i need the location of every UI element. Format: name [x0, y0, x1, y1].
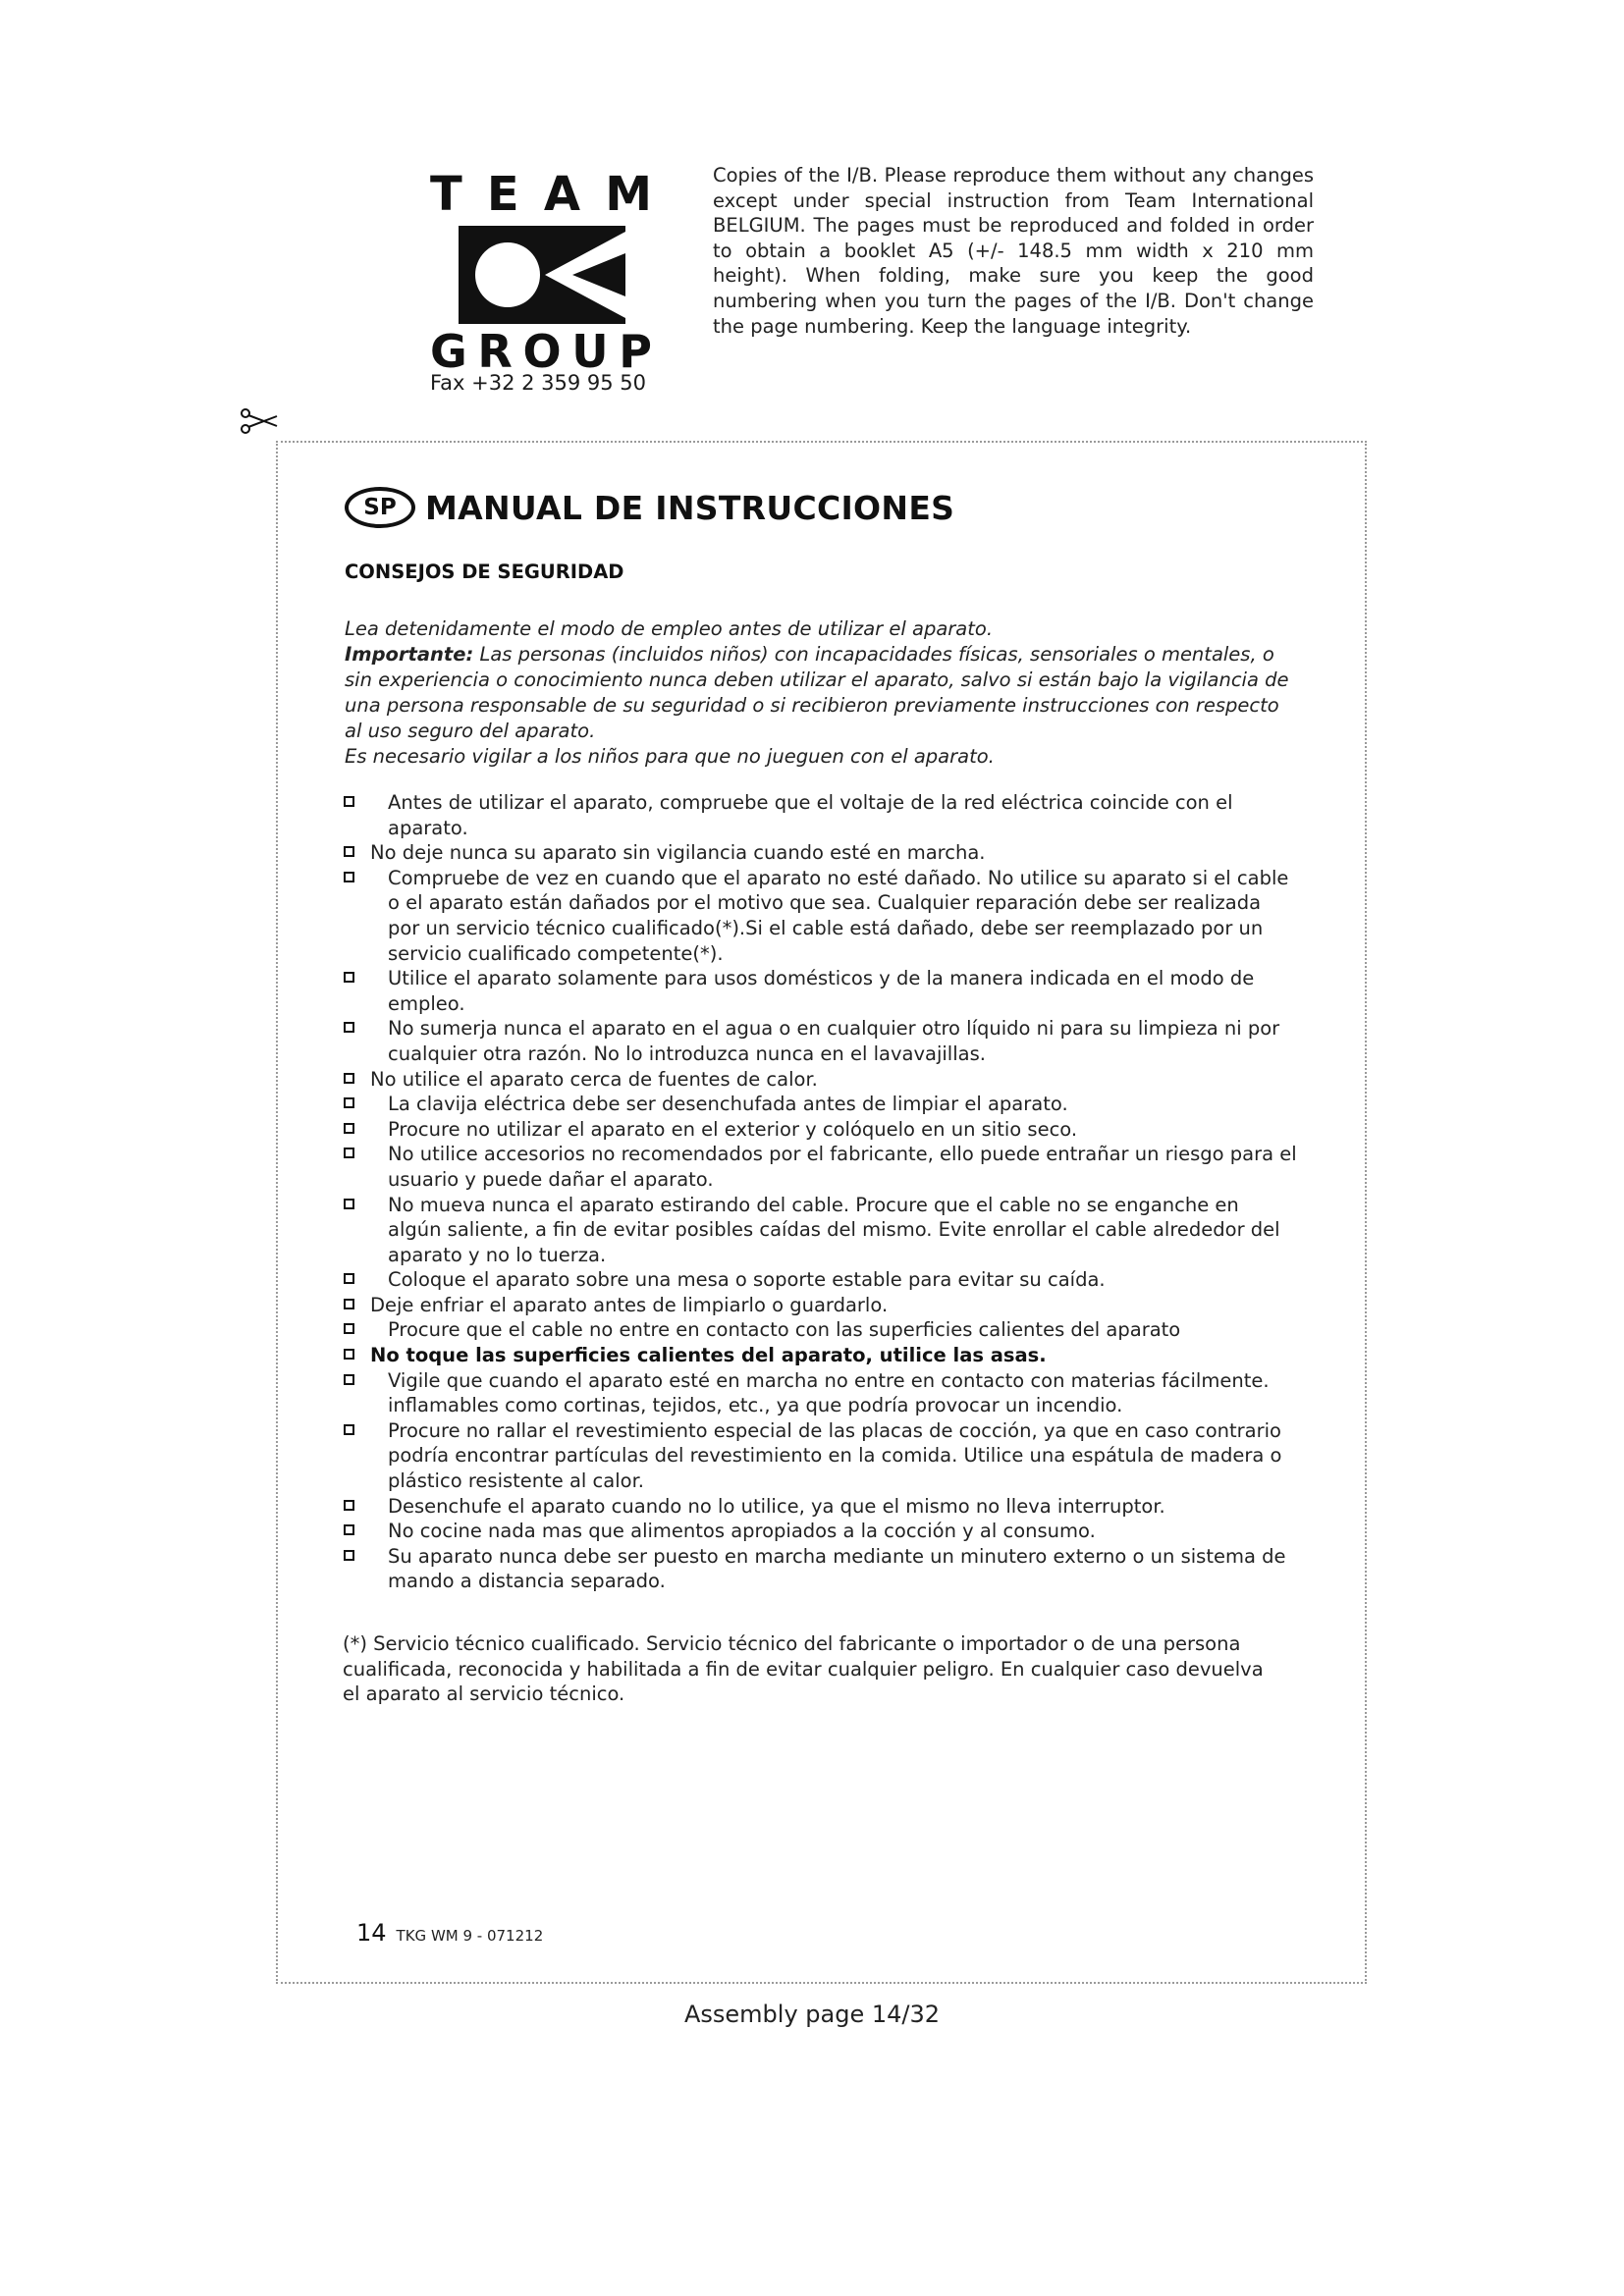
list-item — [343, 866, 1297, 966]
list-item — [343, 1317, 1297, 1343]
logo-letter: A — [543, 167, 583, 222]
list-item — [343, 1418, 1297, 1494]
page-title: MANUAL DE INSTRUCCIONES — [425, 488, 955, 527]
manual-heading — [345, 487, 954, 528]
logo-letter: O — [522, 325, 564, 378]
list-item-text: No utilice accesorios no recomendados por el fabricante, ello puede entrañar un riesgo para el usuario y puede dañar el aparato. — [388, 1143, 1297, 1191]
safety-intro — [345, 616, 1297, 770]
list-item — [343, 1142, 1297, 1192]
list-item-text: No toque las superficies calientes del aparato, utilice las asas. — [370, 1344, 1047, 1367]
service-footnote: (*) Servicio técnico cualificado. Servicio técnico del fabricante o importador o de una persona cualificada, reconocida y habilitada a fin de evitar cualquier peligro. En cualquier caso devuelva el aparato al servicio técnico. — [343, 1632, 1264, 1706]
list-item-text: No sumerja nunca el aparato en el agua o en cualquier otro líquido ni para su limpieza ni por cualquier otra razón. No lo introduzca nunca en el lavavajillas. — [388, 1017, 1280, 1065]
list-item-text: Deje enfriar el aparato antes de limpiarlo o guardarlo. — [370, 1293, 889, 1316]
logo-letter: U — [571, 325, 611, 378]
checkbox-bullet-icon — [344, 1199, 354, 1209]
checkbox-bullet-icon — [344, 1349, 354, 1360]
section-title: CONSEJOS DE SEGURIDAD — [345, 561, 624, 583]
checkbox-bullet-icon — [344, 1022, 354, 1033]
fax-number: Fax +32 2 359 95 50 — [430, 371, 647, 395]
checkbox-bullet-icon — [344, 1550, 354, 1561]
intro-important — [345, 642, 1297, 744]
list-item-text: Antes de utilizar el aparato, compruebe que el voltaje de la red eléctrica coincide con el aparato. — [388, 791, 1233, 839]
language-badge: SP — [345, 487, 415, 528]
page-number: 14 — [356, 1919, 387, 1947]
list-item — [343, 1092, 1297, 1117]
assembly-page-label: Assembly page 14/32 — [683, 2001, 941, 2028]
checkbox-bullet-icon — [344, 1148, 354, 1158]
checkbox-bullet-icon — [344, 1424, 354, 1435]
checkbox-bullet-icon — [344, 1299, 354, 1309]
list-item — [343, 1368, 1297, 1418]
checkbox-bullet-icon — [344, 872, 354, 882]
list-item — [343, 1343, 1297, 1368]
checkbox-bullet-icon — [344, 972, 354, 983]
list-item — [343, 790, 1297, 840]
list-item-text: Compruebe de vez en cuando que el aparato no esté dañado. No utilice su aparato si el cable o el aparato están dañados por el motivo que sea. Cualquier reparación debe ser realizada por un servicio técnico cualificado(*).Si el cable está dañado, debe ser reemplazado por un servicio cualificado competente(*). — [388, 866, 1289, 965]
logo-letter: M — [605, 167, 654, 222]
list-item-text: Desenchufe el aparato cuando no lo utilice, ya que el mismo no lleva interruptor. — [388, 1494, 1165, 1518]
list-item — [343, 1067, 1297, 1093]
checkbox-bullet-icon — [344, 1097, 354, 1108]
logo-group-word — [430, 326, 654, 377]
scissors-icon — [240, 408, 279, 434]
checkbox-bullet-icon — [344, 1273, 354, 1284]
list-item-text: No utilice el aparato cerca de fuentes de calor. — [370, 1067, 818, 1091]
checkbox-bullet-icon — [344, 1374, 354, 1385]
list-item-text: No deje nunca su aparato sin vigilancia cuando esté en marcha. — [370, 841, 986, 865]
list-item-text: No mueva nunca el aparato estirando del cable. Procure que el cable no se enganche en algún saliente, a fin de evitar posibles caídas del mismo. Evite enrollar el cable alrededor del aparato y no lo tuerza. — [388, 1193, 1280, 1266]
list-item — [343, 1293, 1297, 1318]
logo-letter: E — [486, 167, 521, 222]
important-text: Las personas (incluidos niños) con incapacidades físicas, sensoriales o mentales, o sin experiencia o conocimiento nunca deben utilizar el aparato, salvo si están bajo la vigilancia de una persona responsable de su seguridad o si recibieron previamente instrucciones con respecto al uso seguro del aparato. — [345, 643, 1289, 742]
list-item-text: La clavija eléctrica debe ser desenchufada antes de limpiar el aparato. — [388, 1093, 1068, 1116]
checkbox-bullet-icon — [344, 1123, 354, 1134]
checkbox-bullet-icon — [344, 1500, 354, 1511]
intro-line: Es necesario vigilar a los niños para que no jueguen con el aparato. — [345, 745, 995, 768]
list-item-text: Procure no utilizar el aparato en el exterior y colóquelo en un sitio seco. — [388, 1117, 1078, 1141]
list-item-text: Coloque el aparato sobre una mesa o soporte estable para evitar su caída. — [388, 1268, 1106, 1292]
checkbox-bullet-icon — [344, 796, 354, 807]
list-item — [343, 966, 1297, 1016]
list-item-text: Vigile que cuando el aparato esté en marcha no entre en contacto con materias fácilmente. inflamables como cortinas, tejidos, etc., ya que podría provocar un incendio. — [388, 1368, 1270, 1417]
list-item — [343, 840, 1297, 866]
checkbox-bullet-icon — [344, 846, 354, 857]
important-label: Importante: — [345, 643, 474, 666]
logo-letter: P — [619, 325, 654, 378]
list-item — [343, 1494, 1297, 1520]
checkbox-bullet-icon — [344, 1073, 354, 1084]
list-item-text: Utilice el aparato solamente para usos domésticos y de la manera indicada en el modo de empleo. — [388, 967, 1255, 1015]
checkbox-bullet-icon — [344, 1524, 354, 1535]
list-item-text: Procure que el cable no entre en contacto con las superficies calientes del aparato — [388, 1318, 1181, 1342]
page-footer — [356, 1919, 543, 1947]
team-k-logo-mark-icon — [459, 226, 625, 324]
intro-line: Lea detenidamente el modo de empleo antes de utilizar el aparato. — [345, 617, 994, 640]
list-item — [343, 1016, 1297, 1066]
checkbox-bullet-icon — [344, 1323, 354, 1334]
model-code: TKG WM 9 - 071212 — [396, 1927, 544, 1945]
logo-team-word — [430, 169, 654, 220]
list-item-text: Su aparato nunca debe ser puesto en marcha mediante un minutero externo o un sistema de mando a distancia separado. — [388, 1544, 1286, 1593]
list-item — [343, 1117, 1297, 1143]
logo-letter: T — [430, 167, 464, 222]
list-item — [343, 1267, 1297, 1293]
list-item — [343, 1544, 1297, 1594]
list-item-text: No cocine nada mas que alimentos apropiados a la cocción y al consumo. — [388, 1520, 1096, 1543]
logo-letter: G — [430, 325, 469, 378]
logo-letter: R — [477, 325, 514, 378]
safety-list — [343, 790, 1297, 1594]
list-item-text: Procure no rallar el revestimiento especial de las placas de cocción, ya que en caso contrario podría encontrar partículas del revestimiento en la comida. Utilice una espátula de madera o plástico resistente al calor. — [388, 1418, 1282, 1493]
copies-instruction-note: Copies of the I/B. Please reproduce them without any changes except under special instruction from Team International BELGIUM. The pages must be reproduced and folded in order to obtain a booklet A5 (+/- 148.5 mm width x 210 mm height). When folding, make sure you keep the good numbering when you turn the pages of the I/B. Don't change the page numbering. Keep the language integrity. — [713, 164, 1314, 338]
list-item — [343, 1519, 1297, 1544]
team-group-logo — [430, 169, 654, 377]
list-item — [343, 1193, 1297, 1268]
